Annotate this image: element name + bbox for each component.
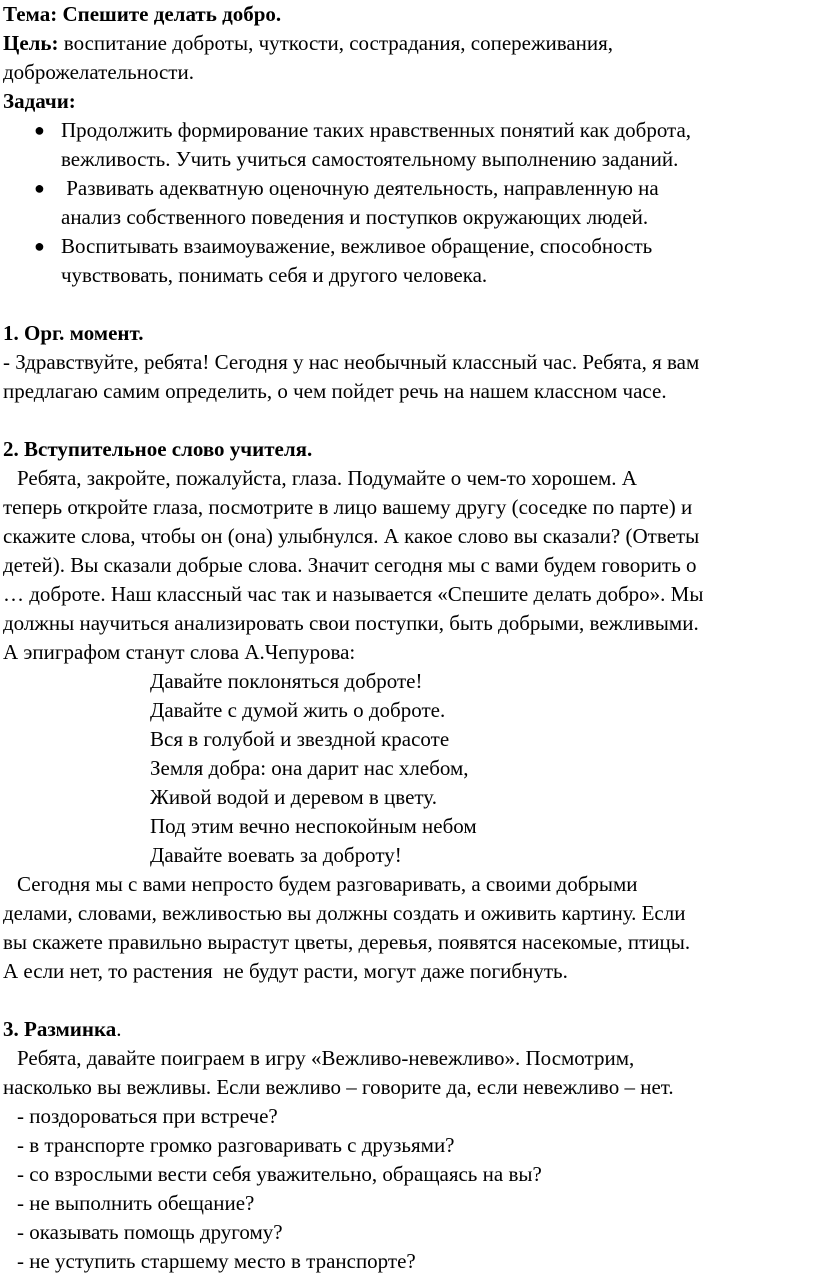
poem-line: Вся в голубой и звездной красоте [150,727,450,751]
poem-line: Земля добра: она дарит нас хлебом, [150,756,469,780]
paragraph-line: делами, словами, вежливостью вы должны создать и оживить картину. Если [3,901,686,925]
bullet-icon: ● [34,178,45,198]
task-text: чувствовать, понимать себя и другого человека. [61,263,488,287]
task-item [3,116,816,174]
question-item: - оказывать помощь другому? [17,1220,283,1244]
epigraph-poem [3,667,816,870]
paragraph-line: вы скажете правильно вырастут цветы, деревья, появятся насекомые, птицы. [3,930,691,954]
paragraph-line: скажите слова, чтобы он (она) улыбнулся. А какое слово вы сказали? (Ответы [3,524,700,548]
spacer [3,986,816,1015]
paragraph-line: теперь откройте глаза, посмотрите в лицо вашему другу (соседке по парте) и [3,495,693,519]
paragraph-line: Сегодня мы с вами непросто будем разговаривать, а своими добрыми [17,872,638,896]
question-item: - поздороваться при встрече? [17,1104,278,1128]
paragraph-line: предлагаю самим определить, о чем пойдет речь на нашем классном часе. [3,379,667,403]
paragraph-line: … доброте. Наш классный час так и называется «Спешите делать добро». Мы [3,582,704,606]
theme-label: Тема: [3,2,58,26]
task-item [3,174,816,232]
paragraph-line: А если нет, то растения не будут расти, могут даже погибнуть. [3,959,568,983]
theme-line [3,0,816,29]
bullet-icon: ● [34,120,45,140]
paragraph-line: - Здравствуйте, ребята! Сегодня у нас необычный классный час. Ребята, я вам [3,350,700,374]
bullet-icon: ● [34,236,45,256]
section-3-heading-line [3,1015,816,1044]
poem-line: Давайте поклоняться доброте! [150,669,423,693]
task-text: Развивать адекватную оценочную деятельность, направленную на [61,176,659,200]
goal-line-2: доброжелательности. [3,60,194,84]
task-text: анализ собственного поведения и поступков окружающих людей. [61,205,649,229]
poem-line: Живой водой и деревом в цвету. [150,785,437,809]
question-item: - не уступить старшему место в транспорте? [17,1249,416,1273]
theme-value: Спешите делать добро. [62,2,282,26]
section-1-heading: 1. Орг. момент. [3,321,144,345]
spacer [3,290,816,319]
task-text: вежливость. Учить учиться самостоятельному выполнению заданий. [61,147,679,171]
goal-label: Цель: [3,31,59,55]
section-3-heading: 3. Разминка [3,1017,117,1041]
question-item: - в транспорте громко разговаривать с друзьями? [17,1133,455,1157]
paragraph-line: насколько вы вежливы. Если вежливо – говорите да, если невежливо – нет. [3,1075,674,1099]
section-2-heading: 2. Вступительное слово учителя. [3,437,313,461]
section-3-heading-tail: . [116,1017,122,1041]
paragraph-line: Ребята, закройте, пожалуйста, глаза. Подумайте о чем-то хорошем. А [17,466,637,490]
paragraph-line: А эпиграфом станут слова А.Чепурова: [3,640,356,664]
task-text: Продолжить формирование таких нравственных понятий как доброта, [61,118,692,142]
poem-line: Давайте воевать за доброту! [150,843,402,867]
question-item: - со взрослыми вести себя уважительно, обращаясь на вы? [17,1162,542,1186]
goal-line [3,29,816,58]
question-item: - не выполнить обещание? [17,1191,255,1215]
task-item [3,232,816,290]
task-text: Воспитывать взаимоуважение, вежливое обращение, способность [61,234,653,258]
poem-line: Давайте с думой жить о доброте. [150,698,446,722]
goal-text: воспитание доброты, чуткости, сострадания, сопереживания, [63,31,614,55]
paragraph-line: детей). Вы сказали добрые слова. Значит сегодня мы с вами будем говорить о [3,553,697,577]
tasks-list [3,116,816,290]
poem-line: Под этим вечно неспокойным небом [150,814,477,838]
tasks-label: Задачи: [3,89,76,113]
paragraph-line: должны научиться анализировать свои поступки, быть добрыми, вежливыми. [3,611,699,635]
spacer [3,406,816,435]
paragraph-line: Ребята, давайте поиграем в игру «Вежливо-невежливо». Посмотрим, [17,1046,635,1070]
